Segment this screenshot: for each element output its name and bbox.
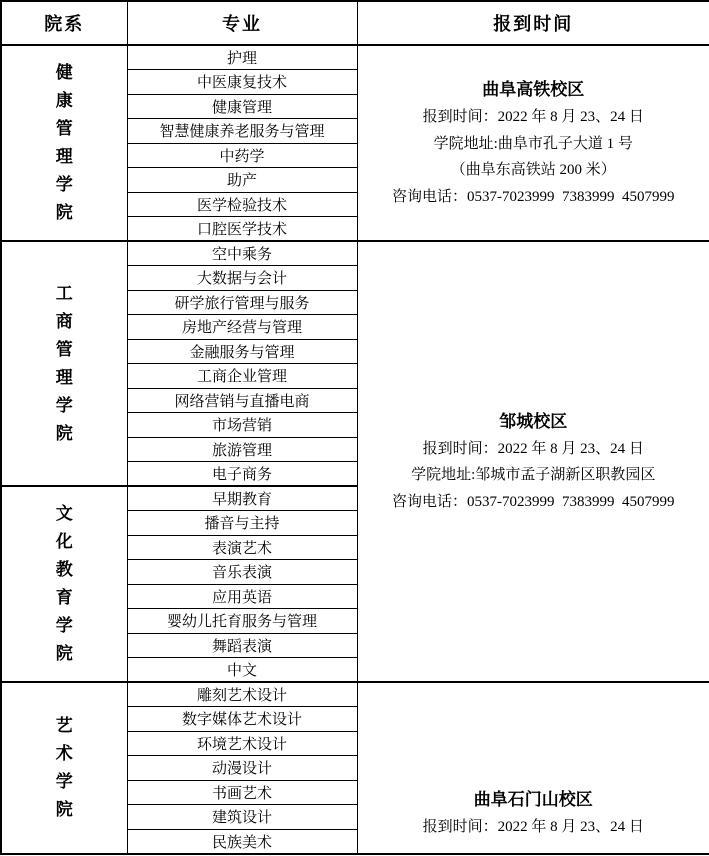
department-cell-culture-education xyxy=(1,486,127,682)
major-cell: 工商企业管理 xyxy=(127,364,357,389)
major-cell: 早期教育 xyxy=(127,486,357,511)
major-cell: 空中乘务 xyxy=(127,241,357,266)
major-cell: 中文 xyxy=(127,658,357,683)
major-cell: 电子商务 xyxy=(127,462,357,487)
campus-name: 曲阜高铁校区 xyxy=(482,80,585,99)
major-cell: 房地产经营与管理 xyxy=(127,315,357,340)
major-cell: 动漫设计 xyxy=(127,756,357,781)
campus-address-note: （曲阜东高铁站 200 米） xyxy=(450,162,616,178)
major-cell: 播音与主持 xyxy=(127,511,357,536)
major-cell: 应用英语 xyxy=(127,584,357,609)
campus-phone: 咨询电话：0537-7023999 7383999 4507999 xyxy=(392,188,675,205)
campus-address: 学院地址:曲阜市孔子大道 1 号 xyxy=(433,135,633,152)
major-cell: 护理 xyxy=(127,45,357,70)
major-cell: 婴幼儿托育服务与管理 xyxy=(127,609,357,634)
major-cell: 健康管理 xyxy=(127,94,357,119)
table-row xyxy=(1,241,709,266)
department-name: 健康管理学院 xyxy=(55,63,73,222)
campus-cell-qufu-shimenshan xyxy=(357,682,709,854)
department-cell-health xyxy=(1,45,127,241)
department-cell-business xyxy=(1,241,127,486)
major-cell: 数字媒体艺术设计 xyxy=(127,707,357,732)
department-cell-art xyxy=(1,682,127,854)
major-cell: 市场营销 xyxy=(127,413,357,438)
header-major: 专业 xyxy=(127,1,357,45)
campus-name: 曲阜石门山校区 xyxy=(473,790,593,809)
department-name: 工商管理学院 xyxy=(55,283,73,443)
major-cell: 研学旅行管理与服务 xyxy=(127,290,357,315)
department-name: 文化教育学院 xyxy=(55,504,73,663)
major-cell: 旅游管理 xyxy=(127,437,357,462)
major-cell: 智慧健康养老服务与管理 xyxy=(127,119,357,144)
major-cell: 中医康复技术 xyxy=(127,70,357,95)
campus-report-time: 报到时间：2022 年 8 月 23、24 日 xyxy=(422,440,644,457)
major-cell: 书画艺术 xyxy=(127,780,357,805)
major-cell: 大数据与会计 xyxy=(127,266,357,291)
campus-cell-zoucheng xyxy=(357,241,709,682)
major-cell: 民族美术 xyxy=(127,829,357,854)
major-cell: 金融服务与管理 xyxy=(127,339,357,364)
header-department: 院系 xyxy=(1,1,127,45)
major-cell: 环境艺术设计 xyxy=(127,731,357,756)
major-cell: 中药学 xyxy=(127,143,357,168)
campus-name: 邹城校区 xyxy=(499,411,568,431)
major-cell: 助产 xyxy=(127,168,357,193)
campus-report-time: 报到时间：2022 年 8 月 23、24 日 xyxy=(422,819,644,835)
major-cell: 雕刻艺术设计 xyxy=(127,682,357,707)
major-cell: 网络营销与直播电商 xyxy=(127,388,357,413)
table-row xyxy=(1,45,709,70)
major-cell: 口腔医学技术 xyxy=(127,217,357,242)
campus-cell-qufu-gaotie xyxy=(357,45,709,241)
major-cell: 音乐表演 xyxy=(127,560,357,585)
header-report-time: 报到时间 xyxy=(357,1,709,45)
campus-address: 学院地址:邹城市孟子湖新区职教园区 xyxy=(411,467,656,484)
major-cell: 医学检验技术 xyxy=(127,192,357,217)
major-cell: 舞蹈表演 xyxy=(127,633,357,658)
table-header-row xyxy=(1,1,709,45)
table-row xyxy=(1,682,709,707)
campus-phone: 咨询电话：0537-7023999 7383999 4507999 xyxy=(392,493,675,510)
major-cell: 建筑设计 xyxy=(127,805,357,830)
major-cell: 表演艺术 xyxy=(127,535,357,560)
department-name: 艺术学院 xyxy=(55,715,73,819)
campus-report-time: 报到时间：2022 年 8 月 23、24 日 xyxy=(422,109,644,125)
